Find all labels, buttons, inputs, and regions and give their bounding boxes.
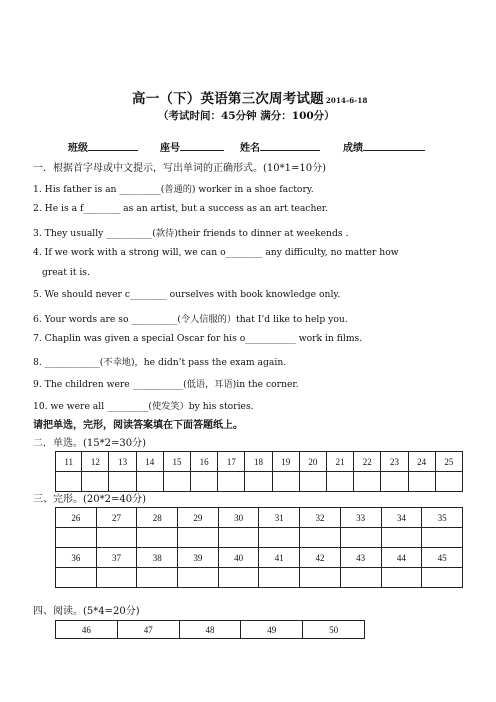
table-cell: 33: [340, 508, 381, 528]
table-cell: 43: [340, 548, 381, 568]
table-cell: 29: [178, 508, 219, 528]
table-cell: 13: [109, 452, 136, 472]
answer-cell[interactable]: [300, 568, 341, 588]
table-cell: 46: [56, 621, 118, 639]
table-cell: 25: [435, 452, 462, 472]
table-cell: 16: [191, 452, 218, 472]
answer-cell[interactable]: [340, 528, 381, 548]
single-choice-answer-table: [55, 451, 463, 492]
table-cell: 28: [137, 508, 178, 528]
section2-heading: 二．单选。(15*2=30分): [33, 438, 146, 449]
question-7: 7. Chaplin was given a special Oscar for his o___________ work in films.: [33, 333, 363, 344]
table-row: [56, 452, 463, 472]
reading-answer-table: [55, 620, 365, 639]
class-field[interactable]: 班级: [68, 139, 138, 154]
answer-cell[interactable]: [136, 472, 163, 492]
table-cell: 20: [299, 452, 326, 472]
answer-cell[interactable]: [340, 568, 381, 588]
table-cell: 23: [381, 452, 408, 472]
table-cell: 14: [136, 452, 163, 472]
answer-cell[interactable]: [109, 472, 136, 492]
page-title: 高一（下）英语第三次周考试题 2014-6-18: [132, 91, 368, 107]
answer-cell[interactable]: [326, 472, 353, 492]
answer-cell[interactable]: [300, 528, 341, 548]
table-cell: 30: [218, 508, 259, 528]
exam-subtitle: （考试时间：45分钟 满分：100分）: [158, 110, 335, 122]
table-cell: 38: [137, 548, 178, 568]
question-2: 2. He is a f________ as an artist, but a success as an art teacher.: [33, 203, 329, 214]
table-cell: 21: [326, 452, 353, 472]
section1-heading: 一．根据首字母或中文提示，写出单词的正确形式。(10*1=10分): [33, 163, 326, 174]
answer-cell[interactable]: [354, 472, 381, 492]
answer-cell[interactable]: [163, 472, 190, 492]
answer-cell[interactable]: [299, 472, 326, 492]
table-cell: 47: [117, 621, 179, 639]
table-cell: 42: [300, 548, 341, 568]
table-cell: 27: [96, 508, 137, 528]
answer-cell[interactable]: [178, 528, 219, 548]
answer-cell[interactable]: [435, 472, 462, 492]
answer-cell[interactable]: [218, 528, 259, 548]
question-3: 3. They usually __________(款待)their friends to dinner at weekends .: [33, 228, 349, 239]
answer-cell[interactable]: [272, 472, 299, 492]
score-field[interactable]: 成绩: [343, 139, 425, 154]
section4-heading: 四、阅读。(5*4=20分): [33, 606, 140, 617]
answer-cell[interactable]: [56, 472, 82, 492]
table-cell: 45: [422, 548, 463, 568]
question-9: 9. The children were ___________(低语，耳语)in the corner.: [33, 379, 299, 390]
answer-cell[interactable]: [422, 528, 463, 548]
question-4: 4. If we work with a strong will, we can o________ any difficulty, no matter how: [33, 247, 399, 258]
answer-row: [56, 472, 463, 492]
table-row: [56, 508, 463, 528]
section3-heading: 三、完形。(20*2=40分): [33, 494, 146, 505]
table-cell: 11: [56, 452, 82, 472]
table-cell: 50: [303, 621, 365, 639]
table-cell: 44: [381, 548, 422, 568]
answer-cell[interactable]: [96, 528, 137, 548]
question-5: 5. We should never c________ ourselves with book knowledge only.: [33, 289, 341, 300]
answer-instruction: 请把单选，完形，阅读答案填在下面答题纸上。: [33, 420, 243, 431]
table-cell: 34: [381, 508, 422, 528]
answer-cell[interactable]: [137, 528, 178, 548]
table-row: [56, 548, 463, 568]
answer-cell[interactable]: [259, 528, 300, 548]
answer-cell[interactable]: [259, 568, 300, 588]
question-6: 6. Your words are so __________(令人信服的）that I’d like to help you.: [33, 314, 348, 325]
answer-cell[interactable]: [245, 472, 272, 492]
table-cell: 48: [179, 621, 241, 639]
table-cell: 15: [163, 452, 190, 472]
answer-cell[interactable]: [178, 568, 219, 588]
question-4-continued: great it is.: [42, 267, 90, 278]
answer-cell[interactable]: [381, 528, 422, 548]
table-cell: 24: [408, 452, 435, 472]
table-cell: 32: [300, 508, 341, 528]
answer-cell[interactable]: [56, 568, 97, 588]
table-cell: 17: [218, 452, 245, 472]
table-cell: 36: [56, 548, 97, 568]
answer-cell[interactable]: [82, 472, 109, 492]
answer-cell[interactable]: [218, 568, 259, 588]
name-field[interactable]: 姓名: [240, 139, 320, 154]
seat-field[interactable]: 座号: [160, 139, 224, 154]
table-cell: 18: [245, 452, 272, 472]
table-cell: 39: [178, 548, 219, 568]
table-cell: 31: [259, 508, 300, 528]
answer-cell[interactable]: [408, 472, 435, 492]
answer-cell[interactable]: [422, 568, 463, 588]
answer-row: [56, 568, 463, 588]
table-cell: 12: [82, 452, 109, 472]
table-row: [56, 621, 365, 639]
answer-cell[interactable]: [191, 472, 218, 492]
question-10: 10. we were all _________(使发笑）by his stories.: [33, 401, 254, 412]
answer-cell[interactable]: [96, 568, 137, 588]
table-cell: 26: [56, 508, 97, 528]
question-8: 8. ____________(不幸地)，he didn’t pass the exam again.: [33, 357, 287, 368]
table-cell: 40: [218, 548, 259, 568]
table-cell: 49: [241, 621, 303, 639]
answer-row: [56, 528, 463, 548]
answer-cell[interactable]: [381, 472, 408, 492]
table-cell: 22: [354, 452, 381, 472]
table-cell: 37: [96, 548, 137, 568]
answer-cell[interactable]: [56, 528, 97, 548]
answer-cell[interactable]: [137, 568, 178, 588]
answer-cell[interactable]: [381, 568, 422, 588]
table-cell: 41: [259, 548, 300, 568]
answer-cell[interactable]: [218, 472, 245, 492]
cloze-answer-table: [55, 507, 463, 588]
exam-date: 2014-6-18: [325, 96, 368, 105]
table-cell: 35: [422, 508, 463, 528]
question-1: 1. His father is an _________(普通的) worker in a shoe factory.: [33, 184, 314, 195]
table-cell: 19: [272, 452, 299, 472]
